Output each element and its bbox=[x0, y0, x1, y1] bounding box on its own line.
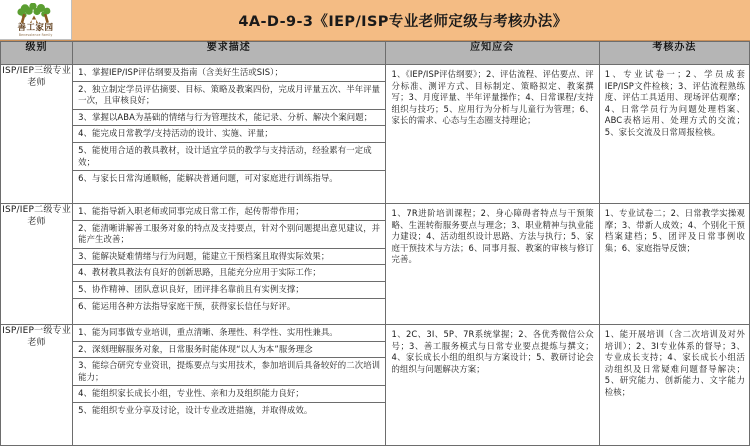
list-item: 3、能综合研究专业资讯，提炼要点与实用技术，参加培训后具备较好的二次培训能力； bbox=[73, 358, 384, 386]
list-item: 1、掌握IEP/ISP评估纲要及指南（含美好生活或SIS）； bbox=[73, 65, 384, 82]
assessment-text: 1、专业试卷一；2、学员成套IEP/ISP文件检核；3、评估流程熟练度、评估工具适用、现场评估观摩；4、日常学员行为问题处理档案、ABC表格运用、处理方式的交流；5、家长交流及日常周报检核。 bbox=[604, 69, 745, 137]
knowledge-text: 1、2C、3I、5P、7R系统掌握；2、各优秀微信公众号；3、善工服务模式与日常专业要点提炼与撰文；4、家长成长小组的组织与方案设计；5、教研讨论会的组织与问题解决方案； bbox=[391, 329, 594, 374]
knowledge-text: 1、7R进阶培训课程；2、身心障碍者特点与干预策略、生涯转衔服务要点与理念；3、职业精神与执业能力建设；4、活动组织设计思路、方法与执行；5、家庭干预技术与方法；6、同事月报、教案的审核与修订完善。 bbox=[391, 208, 594, 265]
column-header-level: 级别 bbox=[1, 42, 73, 65]
list-item: 6、能运用各种方法指导家庭干预，获得家长信任与好评。 bbox=[78, 300, 296, 311]
assessment-text: 1、专业试卷二；2、日常教学实操观摩；3、带新人成效；4、个别化干预档案建档；5、团评及日常事例收集；6、家庭指导反馈； bbox=[604, 208, 745, 253]
requirements-list bbox=[73, 325, 384, 419]
logo-subtitle-text: Benevolence Family bbox=[18, 32, 53, 37]
requirements-cell bbox=[73, 325, 385, 446]
list-item: 3、能解决疑难情绪与行为问题，能建立干预档案且取得实际效果； bbox=[73, 249, 384, 266]
list-item: 3、掌握以ABA为基础的情绪与行为管理技术，能记录、分析、解决个案问题； bbox=[73, 110, 384, 127]
document-header bbox=[0, 0, 750, 41]
list-item: 4、能组织家长成长小组，专业性、亲和力及组织能力良好； bbox=[73, 386, 384, 403]
list-item: 2、能清晰讲解善工服务对象的特点及支持要点，针对个别问题提出意见建议，并能产生改善； bbox=[73, 221, 384, 249]
grading-assessment-table bbox=[0, 41, 750, 446]
level-label: ISP/IEP一级专业老师 bbox=[1, 325, 73, 446]
knowledge-cell bbox=[385, 325, 599, 446]
organization-logo bbox=[0, 0, 72, 40]
list-item: 2、深刻理解服务对象，日常服务时能体现“以人为本”服务理念 bbox=[73, 342, 384, 359]
column-header-knowledge: 应知应会 bbox=[385, 42, 599, 65]
table-row bbox=[1, 204, 750, 325]
column-header-requirements: 要求描述 bbox=[73, 42, 385, 65]
requirements-list bbox=[73, 204, 384, 314]
table-row bbox=[1, 325, 750, 446]
list-item: 5、能组织专业分享及讨论，设计专业改进措施，并取得成效。 bbox=[78, 404, 313, 415]
assessment-cell bbox=[599, 204, 749, 325]
list-item: 2、独立制定学员评估摘要、目标、策略及教案四份，完成月评量五次、半年评量一次，且审核良好； bbox=[73, 82, 384, 110]
list-item: 1、能指导新入职老师或同事完成日常工作，起传帮带作用； bbox=[73, 204, 384, 221]
assessment-cell bbox=[599, 325, 749, 446]
list-item: 5、能使用合适的教具教材，设计适宜学员的教学与支持活动，经验累有一定成效； bbox=[73, 143, 384, 171]
requirements-cell bbox=[73, 204, 385, 325]
logo-name-text: 善工家园 bbox=[17, 22, 54, 33]
list-item: 6、与家长日常沟通顺畅，能解决普通问题，可对家庭进行训练指导。 bbox=[78, 173, 338, 184]
column-header-assessment: 考核办法 bbox=[599, 42, 749, 65]
requirements-cell bbox=[73, 65, 385, 204]
page-title: 4A-D-9-3《IEP/ISP专业老师定级与考核办法》 bbox=[238, 13, 568, 30]
list-item: 1、能为同事做专业培训，重点清晰、条理性、科学性、实用性兼具。 bbox=[73, 325, 384, 342]
list-item: 5、协作精神、团队意识良好，团评排名靠前且有实例支撑； bbox=[73, 282, 384, 299]
list-item: 4、能完成日常教学/支持活动的设计、实施、评量； bbox=[73, 126, 384, 143]
level-label: ISP/IEP三级专业老师 bbox=[1, 65, 73, 204]
list-item: 4、教材教具教法有良好的创新思路，且能充分应用于实际工作； bbox=[73, 265, 384, 282]
knowledge-text: 1、《IEP/ISP评估纲要》；2、评估流程、评估要点、评分标准、测评方式、目标制定、策略拟定、教案撰写；3、月度评量、半年评量操作；4、日常课程/支持组织与技巧；5、应用行为分析与儿童行为管理；6、家长的需求、心态与生态圈支持理论； bbox=[391, 69, 594, 126]
knowledge-cell bbox=[385, 204, 599, 325]
tree-logo-icon bbox=[13, 3, 59, 24]
table-row bbox=[1, 65, 750, 204]
requirements-list bbox=[73, 65, 384, 187]
level-label: ISP/IEP二级专业老师 bbox=[1, 204, 73, 325]
table-header-row bbox=[1, 42, 750, 65]
knowledge-cell bbox=[385, 65, 599, 204]
assessment-cell bbox=[599, 65, 749, 204]
assessment-text: 1、能开展培训（含二次培训及对外培训）；2、3I专业体系的督导；3、专业成长支持；4、家长成长小组活动组织及日常疑难问题督导解决；5、研究能力、创新能力、文字能力检核； bbox=[604, 329, 745, 397]
